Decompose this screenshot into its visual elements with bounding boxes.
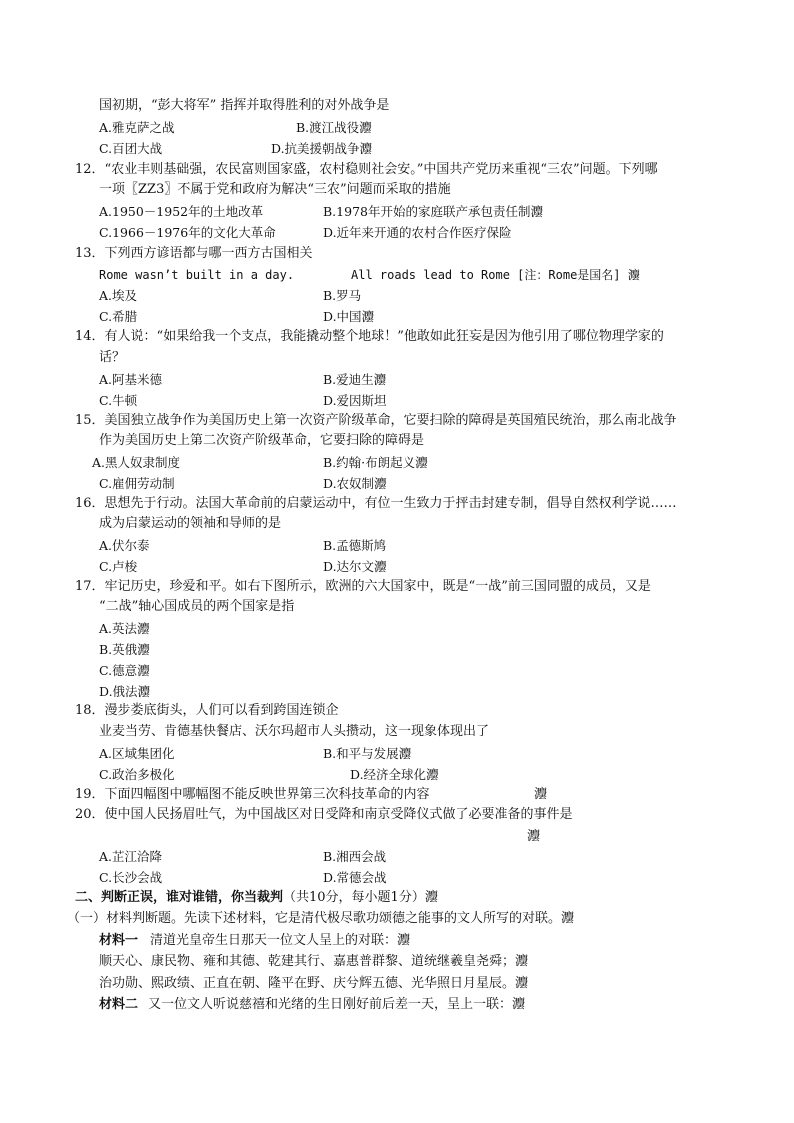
- q20-stem: 20．使中国人民扬眉吐气，为中国战区对日受降和南京受降仪式做了必要准备的事件是: [75, 807, 573, 822]
- q13-option-d: D.中国灋: [323, 309, 375, 324]
- q20-option-c: C.长沙会战: [99, 870, 163, 885]
- material-2-text: 又一位文人听说慈禧和光绪的生日刚好前后差一天，呈上一联：灋: [148, 997, 526, 1012]
- material-1-text: 清道光皇帝生日那天一位文人呈上的对联：灋: [150, 933, 411, 948]
- q17-option-b: B.英俄灋: [99, 642, 150, 657]
- section2-part1: （一）材料判断题。先读下述材料，它是清代极尽歌功颂德之能事的文人所写的对联。灋: [67, 911, 575, 926]
- material-2-label: 材料二: [99, 997, 139, 1012]
- q16-option-c: C.卢梭: [99, 559, 138, 574]
- q15-stem: 15．美国独立战争作为美国历史上第一次资产阶级革命，它要扫除的障碍是英国殖民统治，那么南北战争: [75, 413, 677, 428]
- section2-score: （共10分，每小题1分）灋: [283, 890, 438, 905]
- q13-proverb-1: Rome wasn’t built in a day.: [99, 268, 295, 282]
- q12-option-d: D.近年来开通的农村合作医疗保险: [323, 225, 512, 240]
- q14-option-a: A.阿基米德: [99, 372, 163, 387]
- q12-option-c: C.1966－1976年的文化大革命: [99, 225, 276, 240]
- q15-option-c: C.雇佣劳动制: [99, 476, 175, 491]
- q20-option-a: A.芷江洽降: [99, 849, 163, 864]
- q13-stem: 13．下列西方谚语都与哪一西方古国相关: [75, 246, 313, 261]
- q12-option-a: A.1950－1952年的土地改革: [99, 204, 264, 219]
- q11-option-b: B.渡江战役灋: [296, 120, 372, 135]
- q11-option-a: A.雅克萨之战: [99, 120, 175, 135]
- q11-option-c: C.百团大战: [99, 141, 163, 156]
- q11-stem: 国初期，“彭大将军” 指挥并取得胜利的对外战争是: [99, 98, 390, 113]
- q16-option-a: A.伏尔泰: [99, 538, 150, 553]
- couplet-line-2: 治功勋、熙政绩、正直在朝、隆平在野、庆兮辉五德、光华照日月星辰。灋: [99, 976, 529, 991]
- q12-stem: 12．“农业丰则基础强，农民富则国家盛，农村稳则社会安。”中国共产党历来重视“三农”问题。下列哪: [75, 162, 658, 177]
- q16-option-b: B.孟德斯鸠: [323, 538, 387, 553]
- material-1-label: 材料一: [99, 933, 139, 948]
- q13-option-c: C.希腊: [99, 309, 138, 324]
- q17-stem: 17．牢记历史，珍爱和平。如右下图所示，欧洲的六大国家中，既是“一战”前三国同盟的成员，又是: [75, 579, 651, 594]
- q11-option-d: D.抗美援朝战争灋: [271, 141, 373, 156]
- q20-mark: 灋: [527, 829, 541, 844]
- couplet-line-1: 顺天心、康民物、雍和其德、乾建其行、嘉惠普群黎、道统继羲皇尧舜；灋: [99, 954, 529, 969]
- q14-option-d: D.爱因斯坦: [323, 393, 387, 408]
- material-2-row: [99, 996, 525, 1014]
- q19-stem: 19．下面四幅图中哪幅图不能反映世界第三次科技革命的内容: [75, 787, 430, 802]
- q20-option-b: B.湘西会战: [323, 849, 387, 864]
- q15-stem-cont: 作为美国历史上第二次资产阶级革命，它要扫除的障碍是: [99, 433, 425, 448]
- q18-stem-cont: 业麦当劳、肯德基快餐店、沃尔玛超市人头攒动，这一现象体现出了: [99, 724, 490, 739]
- q18-option-d: D.经济全球化灋: [350, 767, 439, 782]
- q18-option-b: B.和平与发展灋: [323, 746, 412, 761]
- q14-option-c: C.牛顿: [99, 393, 138, 408]
- q15-option-a: A.黑人奴隶制度: [92, 455, 181, 470]
- q13-option-b: B.罗马: [323, 288, 362, 303]
- q15-option-d: D.农奴制灋: [323, 476, 387, 491]
- q17-stem-cont: “二战”轴心国成员的两个国家是指: [99, 599, 295, 614]
- q18-option-c: C.政治多极化: [99, 767, 175, 782]
- q17-option-a: A.英法灋: [99, 621, 150, 636]
- q19-mark: 灋: [534, 787, 548, 802]
- q17-option-c: C.德意灋: [99, 663, 150, 678]
- q14-stem-cont: 话？: [99, 350, 126, 365]
- q18-stem: 18．漫步娄底街头，人们可以看到跨国连锁企: [75, 703, 339, 718]
- section2-heading-row: [75, 889, 438, 907]
- q18-option-a: A.区域集团化: [99, 746, 175, 761]
- q17-option-d: D.俄法灋: [99, 684, 151, 699]
- q12-option-b: B.1978年开始的家庭联产承包责任制灋: [323, 204, 543, 219]
- q16-stem-cont: 成为启蒙运动的领袖和导师的是: [99, 516, 282, 531]
- material-1-row: [99, 932, 410, 950]
- q20-option-d: D.常德会战: [323, 870, 387, 885]
- q16-option-d: D.达尔文灋: [323, 559, 387, 574]
- q15-option-b: B.约翰·布朗起义灋: [323, 455, 428, 470]
- q13-proverb-2: All roads lead to Rome [注：Rome是国名] 灋: [351, 268, 640, 282]
- q14-stem: 14．有人说：“如果给我一个支点，我能撬动整个地球！”他敢如此狂妄是因为他引用了哪位物理学家的: [75, 329, 664, 344]
- q12-stem-cont: 一项〖ZZ3〗不属于党和政府为解决“三农”问题而采取的措施: [99, 182, 451, 197]
- section2-heading: 二、判断正误，谁对谁错，你当裁判: [75, 890, 284, 905]
- q13-option-a: A.埃及: [99, 288, 138, 303]
- q16-stem: 16．思想先于行动。法国大革命前的启蒙运动中，有位一生致力于抨击封建专制，倡导自然权利学说……: [75, 496, 677, 511]
- q14-option-b: B.爱迪生灋: [323, 372, 387, 387]
